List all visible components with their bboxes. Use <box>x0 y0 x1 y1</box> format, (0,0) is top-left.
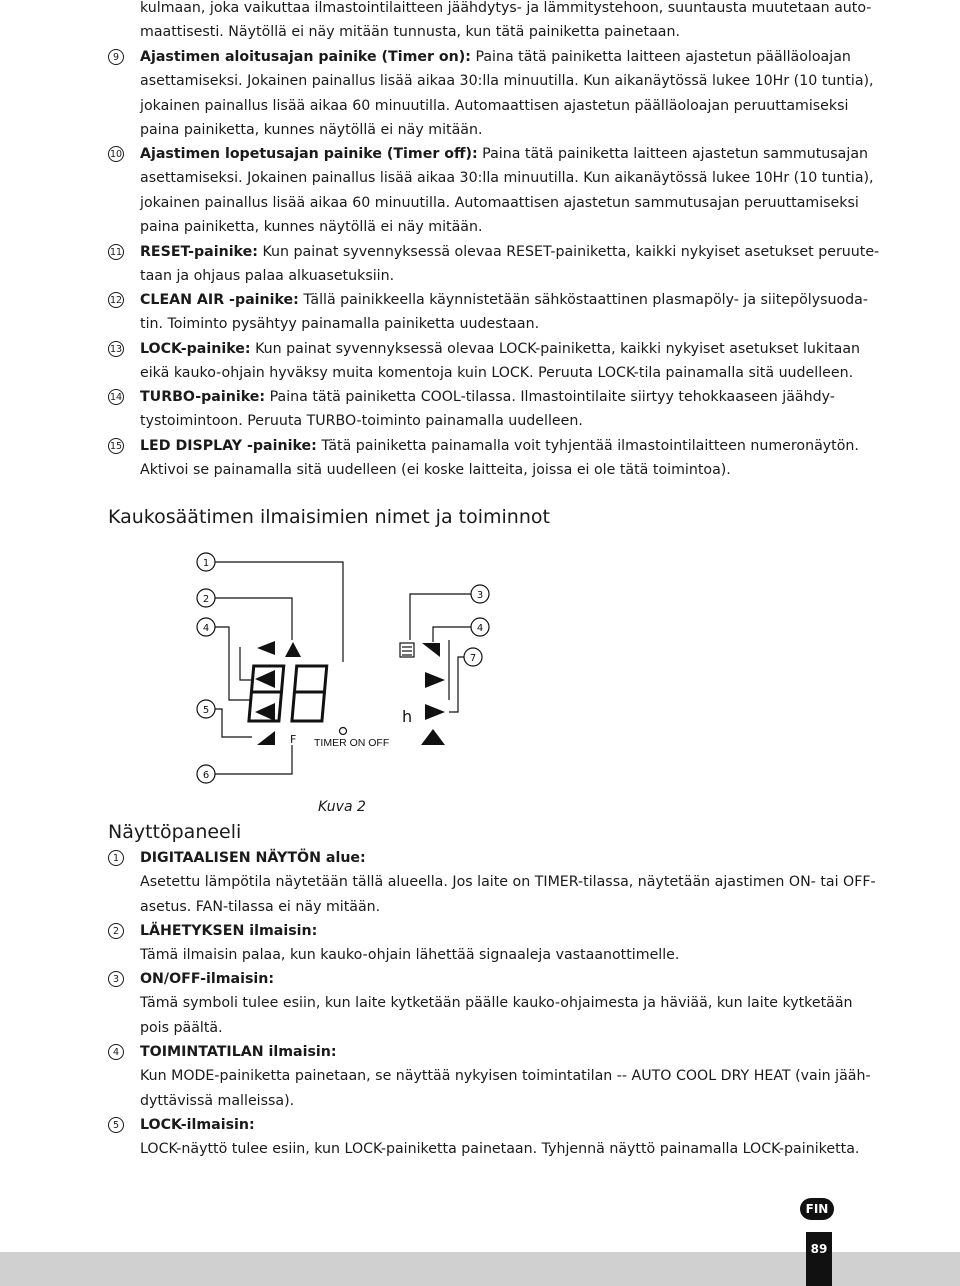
callout-number: 4 <box>202 623 210 634</box>
item-title: LÄHETYKSEN ilmaisin: <box>140 923 318 939</box>
leader-line <box>215 598 292 640</box>
button-item-clean-air <box>109 288 880 337</box>
clean-air-icon <box>400 643 414 657</box>
item-text: Kun painat syvennyksessä olevaa RESET-painiketta, kaikki nykyiset asetukset peruute- <box>262 244 880 260</box>
page-number: 89 <box>806 1232 832 1286</box>
item-text: eikä kauko-ohjain hyväksy muita komentoja kuin LOCK. Peruuta LOCK-tila painamalla sitä uudelleen. <box>140 365 854 382</box>
callout-number: 5 <box>202 705 210 716</box>
display-panel-diagram <box>0 545 960 795</box>
leader-line <box>215 627 252 700</box>
intro-line: kulmaan, joka vaikuttaa ilmastointilaitteen jäähdytys- ja lämmitystehoon, suuntausta muutetaan auto- <box>140 0 872 16</box>
item-number: 14 <box>108 389 124 405</box>
item-number: 11 <box>108 244 124 260</box>
item-title: CLEAN AIR -painike: <box>140 292 299 308</box>
mode-arrow-left-icon <box>257 731 275 745</box>
item-number: 9 <box>108 49 124 65</box>
turbo-arrow-icon <box>421 729 445 745</box>
leader-line <box>410 594 471 640</box>
leader-line <box>215 745 292 774</box>
digit-segment-lower <box>249 692 282 721</box>
item-text: Kun MODE-painiketta painetaan, se näyttää nykyisen toimintatilan -- AUTO COOL DRY HEAT (vain jääh- <box>140 1068 871 1085</box>
item-text: Tämä symboli tulee esiin, kun laite kytketään päälle kauko-ohjaimesta ja häviää, kun laite kytketään <box>140 995 853 1012</box>
leader-line <box>215 709 252 737</box>
transmit-up-arrow-icon <box>285 642 301 657</box>
leader-line <box>449 657 464 712</box>
intro-paragraph <box>140 0 880 45</box>
mode-arrow-left-icon <box>255 703 275 721</box>
item-text: LOCK-näyttö tulee esiin, kun LOCK-painiketta painetaan. Tyhjennä näyttö painamalla LOCK-painiketta. <box>140 1141 860 1158</box>
item-text: jokainen painallus lisää aikaa 60 minuutilla. Automaattisen ajastetun sammutusajan peruuttamiseksi <box>140 194 859 211</box>
item-text: asetus. FAN-tilassa ei näy mitään. <box>140 898 381 915</box>
callout-number: 4 <box>476 623 484 634</box>
item-text: Kun painat syvennyksessä olevaa LOCK-painiketta, kaikki nykyiset asetukset lukitaan <box>255 341 861 357</box>
item-text: Tämä ilmaisin palaa, kun kauko-ohjain lähettää signaaleja vastaanottimelle. <box>140 947 680 964</box>
mode-arrow-left-icon <box>257 641 275 655</box>
panel-heading: Näyttöpaneeli <box>108 821 242 843</box>
item-number: 3 <box>108 971 124 987</box>
item-number: 12 <box>108 292 124 308</box>
item-text: taan ja ohjaus palaa alkuasetuksiin. <box>140 268 395 285</box>
item-title: RESET-painike: <box>140 244 258 260</box>
callout-number: 1 <box>202 558 210 569</box>
item-number: 4 <box>108 1044 124 1060</box>
decimal-dot <box>340 728 347 735</box>
item-text: Paina tätä painiketta COOL-tilassa. Ilmastointilaite siirtyy tehokkaaseen jäähdy- <box>269 389 835 405</box>
digit-segment-lower <box>292 692 325 721</box>
indicator-item-onoff <box>112 967 880 1040</box>
timer-on-off-label: TIMER ON OFF <box>314 737 390 749</box>
item-text: tin. Toiminto pysähtyy painamalla painiketta uudestaan. <box>140 316 540 333</box>
item-text: Paina tätä painiketta laitteen ajastetun sammutusajan <box>482 146 869 162</box>
callout-number: 6 <box>202 770 210 781</box>
language-badge: FIN <box>800 1198 834 1220</box>
item-text: tystoimintoon. Peruuta TURBO-toiminto painamalla uudelleen. <box>140 413 583 430</box>
item-title: Ajastimen aloitusajan painike (Timer on): <box>140 49 471 65</box>
digit-segment-upper <box>294 666 326 692</box>
intro-line: maattisesti. Näytöllä ei näy mitään tunnusta, kun tätä painiketta painetaan. <box>140 24 680 41</box>
callout-number: 2 <box>202 594 210 605</box>
mode-arrow-right-icon <box>425 704 445 720</box>
item-title: Ajastimen lopetusajan painike (Timer off): <box>140 146 478 162</box>
item-text: dyttävissä malleissa). <box>140 1092 295 1109</box>
indicator-item-transmission <box>112 919 880 968</box>
item-text: jokainen painallus lisää aikaa 60 minuutilla. Automaattisen ajastetun päälläoloajan peruuttamiseksi <box>140 97 849 114</box>
button-item-timer-on <box>112 45 880 142</box>
button-item-reset <box>109 240 880 289</box>
item-text: Asetettu lämpötila näytetään tällä alueella. Jos laite on TIMER-tilassa, näytetään ajastimen ON- tai OFF- <box>140 874 876 891</box>
item-text: paina painiketta, kunnes näytöllä ei näy mitään. <box>140 218 483 235</box>
leader-line <box>215 562 343 662</box>
item-number: 15 <box>108 438 124 454</box>
item-number: 2 <box>108 923 124 939</box>
mode-arrow-left-icon <box>255 670 275 688</box>
item-text: Tätä painiketta painamalla voit tyhjentää ilmastointilaitteen numeronäytön. <box>321 438 859 454</box>
callout-number: 3 <box>476 590 484 601</box>
button-item-lock <box>109 337 880 386</box>
mode-arrow-right-icon <box>425 672 445 688</box>
item-number: 5 <box>108 1117 124 1133</box>
item-title: ON/OFF-ilmaisin: <box>140 971 275 987</box>
item-title: LED DISPLAY -painike: <box>140 438 317 454</box>
button-item-led-display <box>109 434 880 483</box>
section-heading: Kaukosäätimen ilmaisimien nimet ja toiminnot <box>108 506 550 528</box>
item-text: Aktivoi se painamalla sitä uudelleen (ei koske laitteita, joissa ei ole tätä toimintoa). <box>140 462 731 479</box>
leader-line <box>433 627 471 642</box>
fan-label: F <box>290 733 297 746</box>
button-item-timer-off <box>109 142 880 239</box>
item-number: 10 <box>108 146 124 162</box>
indicator-item-mode <box>112 1040 880 1113</box>
item-title: TURBO-painike: <box>140 389 266 405</box>
indicator-item-digital-display <box>112 846 880 919</box>
button-item-turbo <box>109 385 880 434</box>
indicator-item-lock <box>112 1113 880 1162</box>
item-title: LOCK-ilmaisin: <box>140 1117 255 1133</box>
item-number: 13 <box>108 341 124 357</box>
onoff-arrow-icon <box>422 643 440 657</box>
item-title: LOCK-painike: <box>140 341 251 357</box>
item-title: DIGITAALISEN NÄYTÖN alue: <box>140 850 366 866</box>
item-number: 1 <box>108 850 124 866</box>
item-text: asettamiseksi. Jokainen painallus lisää aikaa 30:lla minuutilla. Kun aikanäytössä lukee 10Hr (10 tuntia), <box>140 170 874 187</box>
item-text: asettamiseksi. Jokainen painallus lisää aikaa 30:lla minuutilla. Kun aikanäytössä lukee 10Hr (10 tuntia), <box>140 73 874 90</box>
figure-caption: Kuva 2 <box>318 799 366 815</box>
item-text: paina painiketta, kunnes näytöllä ei näy mitään. <box>140 121 483 138</box>
callout-number: 7 <box>469 653 477 664</box>
leader-line <box>240 647 252 680</box>
item-text: Paina tätä painiketta laitteen ajastetun päälläoloajan <box>475 49 851 65</box>
hour-unit-label: h <box>402 707 413 726</box>
item-text: Tällä painikkeella käynnistetään sähköstaattinen plasmapöly- ja siitepölysuoda- <box>303 292 868 308</box>
item-title: TOIMINTATILAN ilmaisin: <box>140 1044 337 1060</box>
item-text: pois päältä. <box>140 1019 223 1036</box>
